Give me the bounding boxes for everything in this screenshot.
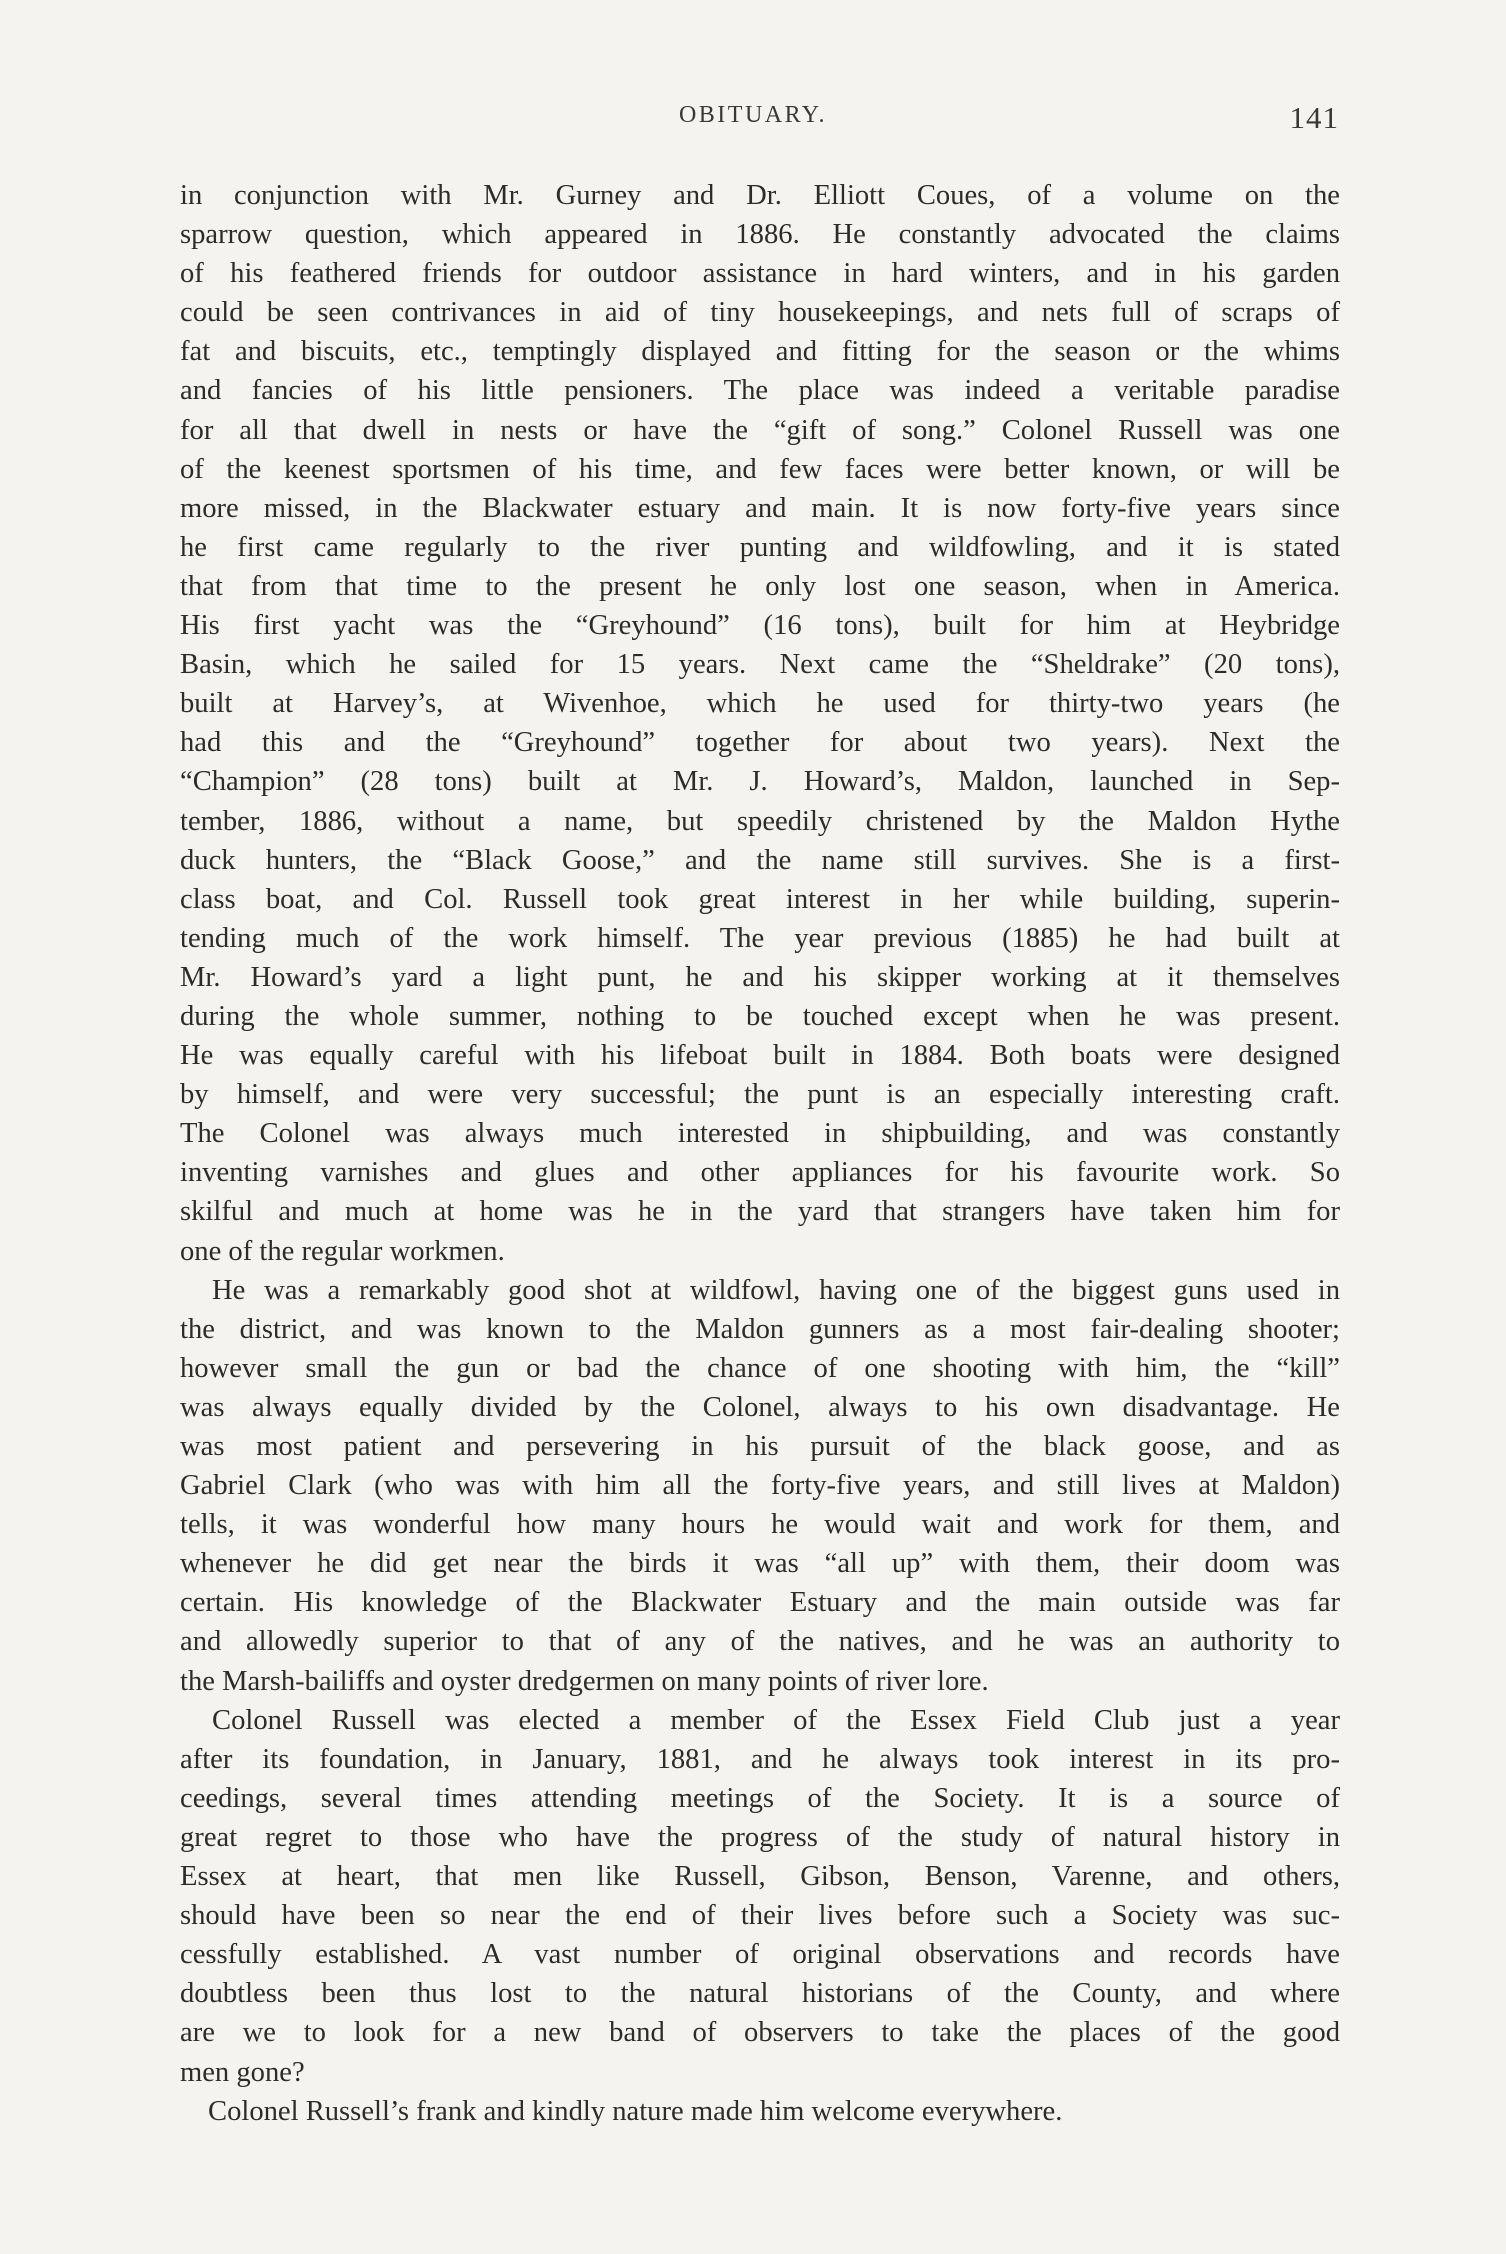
text-line: Basin, which he sailed for 15 years. Next came the “Sheldrake” (20 tons), xyxy=(180,649,1340,681)
text-line: inventing varnishes and glues and other appliances for his favourite work. So xyxy=(180,1157,1340,1189)
text-line: more missed, in the Blackwater estuary and main. It is now forty-five years since xyxy=(180,492,1340,524)
text-line: skilful and much at home was he in the yard that strangers have taken him for xyxy=(180,1196,1340,1228)
page-number: 141 xyxy=(1289,100,1339,135)
text-line: built at Harvey’s, at Wivenhoe, which he used for thirty-two years (he xyxy=(180,688,1340,720)
running-head xyxy=(0,100,1506,144)
body-text xyxy=(180,176,1340,2131)
text-line: Colonel Russell’s frank and kindly nature made him welcome everywhere. xyxy=(208,2095,1063,2127)
text-line: men gone? xyxy=(180,2056,305,2088)
text-line: in conjunction with Mr. Gurney and Dr. Elliott Coues, of a volume on the xyxy=(180,180,1340,211)
text-line: however small the gun or bad the chance of one shooting with him, the “kill” xyxy=(180,1352,1340,1384)
text-line: Mr. Howard’s yard a light punt, he and his skipper working at it themselves xyxy=(180,961,1340,993)
text-line: sparrow question, which appeared in 1886. He constantly advocated the claims xyxy=(180,219,1340,251)
text-line: doubtless been thus lost to the natural historians of the County, and where xyxy=(180,1978,1340,2010)
running-title: OBITUARY. xyxy=(678,102,828,128)
text-line: had this and the “Greyhound” together for about two years). Next the xyxy=(180,727,1340,759)
text-line: tending much of the work himself. The year previous (1885) he had built at xyxy=(180,922,1340,954)
text-line: great regret to those who have the progress of the study of natural history in xyxy=(180,1821,1340,1853)
text-line: could be seen contrivances in aid of tiny housekeepings, and nets full of scraps of xyxy=(180,297,1340,329)
text-line: Gabriel Clark (who was with him all the forty-five years, and still lives at Maldon) xyxy=(180,1470,1340,1502)
text-line: that from that time to the present he only lost one season, when in America. xyxy=(180,570,1340,602)
text-line: class boat, and Col. Russell took great interest in her while building, superin- xyxy=(180,883,1340,915)
text-line: during the whole summer, nothing to be touched except when he was present. xyxy=(180,1000,1340,1032)
text-line: and fancies of his little pensioners. The place was indeed a veritable paradise xyxy=(180,375,1340,407)
text-line: and allowedly superior to that of any of the natives, and he was an authority to xyxy=(180,1626,1340,1658)
text-line: tember, 1886, without a name, but speedily christened by the Maldon Hythe xyxy=(180,805,1340,837)
text-line: after its foundation, in January, 1881, and he always took interest in its pro- xyxy=(180,1743,1340,1775)
text-line: ceedings, several times attending meetings of the Society. It is a source of xyxy=(180,1782,1340,1814)
text-line: was always equally divided by the Colonel, always to his own disadvantage. He xyxy=(180,1391,1340,1423)
text-line: His first yacht was the “Greyhound” (16 tons), built for him at Heybridge xyxy=(180,610,1340,642)
text-line: was most patient and persevering in his pursuit of the black goose, and as xyxy=(180,1431,1340,1462)
text-line: “Champion” (28 tons) built at Mr. J. Howard’s, Maldon, launched in Sep- xyxy=(180,766,1340,798)
text-line: Essex at heart, that men like Russell, Gibson, Benson, Varenne, and others, xyxy=(180,1861,1340,1893)
text-line: Colonel Russell was elected a member of the Essex Field Club just a year xyxy=(212,1704,1340,1736)
text-line: duck hunters, the “Black Goose,” and the name still survives. She is a first- xyxy=(180,844,1340,876)
text-line: of his feathered friends for outdoor assistance in hard winters, and in his garden xyxy=(180,258,1340,290)
text-line: he first came regularly to the river punting and wildfowling, and it is stated xyxy=(180,531,1340,563)
text-line: He was a remarkably good shot at wildfowl, having one of the biggest guns used in xyxy=(212,1274,1340,1306)
text-line: the district, and was known to the Maldon gunners as a most fair-dealing shooter; xyxy=(180,1313,1340,1345)
text-line: certain. His knowledge of the Blackwater Estuary and the main outside was far xyxy=(180,1587,1340,1619)
text-line: by himself, and were very successful; the punt is an especially interesting craft. xyxy=(180,1079,1340,1111)
text-line: of the keenest sportsmen of his time, and few faces were better known, or will be xyxy=(180,453,1340,485)
text-line: one of the regular workmen. xyxy=(180,1235,505,1267)
text-line: the Marsh-bailiffs and oyster dredgermen on many points of river lore. xyxy=(180,1665,989,1697)
text-line: fat and biscuits, etc., temptingly displayed and fitting for the season or the whims xyxy=(180,336,1340,368)
text-line: for all that dwell in nests or have the “gift of song.” Colonel Russell was one xyxy=(180,414,1340,446)
text-line: should have been so near the end of their lives before such a Society was suc- xyxy=(180,1900,1340,1932)
text-line: He was equally careful with his lifeboat built in 1884. Both boats were designed xyxy=(180,1040,1340,1072)
text-line: The Colonel was always much interested in shipbuilding, and was constantly xyxy=(180,1118,1340,1150)
text-line: are we to look for a new band of observers to take the places of the good xyxy=(180,2017,1340,2049)
text-line: tells, it was wonderful how many hours he would wait and work for them, and xyxy=(180,1509,1340,1541)
text-line: cessfully established. A vast number of original observations and records have xyxy=(180,1939,1340,1971)
text-line: whenever he did get near the birds it was “all up” with them, their doom was xyxy=(180,1548,1340,1580)
